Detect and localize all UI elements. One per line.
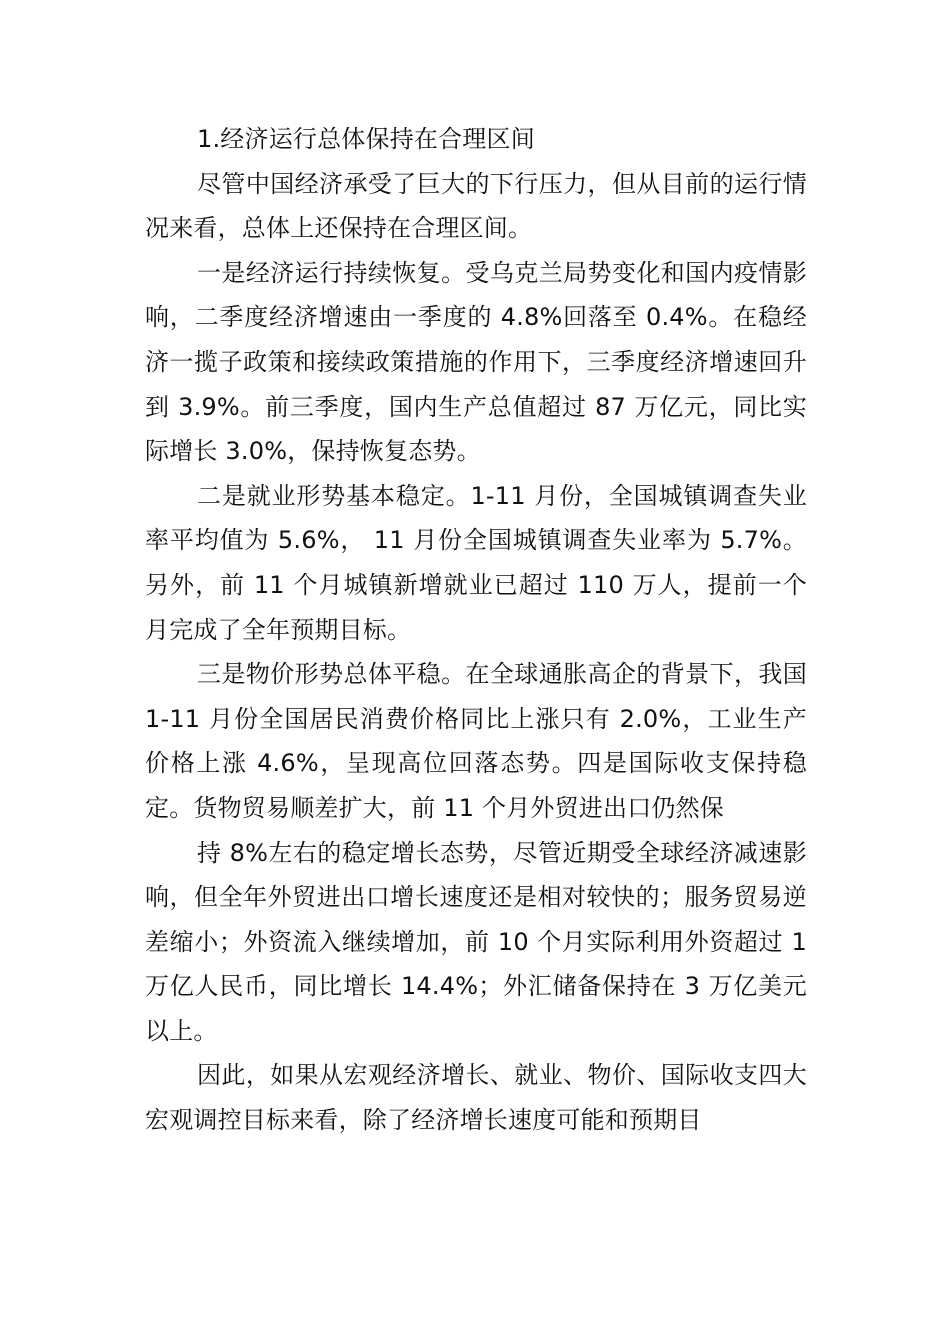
paragraph-overview: 尽管中国经济承受了巨大的下行压力，但从目前的运行情况来看，总体上还保持在合理区间。	[145, 169, 807, 243]
paragraph-trade: 持 8%左右的稳定增长态势，尽管近期受全球经济减速影响，但全年外贸进出口增长速度还是相对较快的；服务贸易逆差缩小；外资流入继续增加，前 10 个月实际利用外资超过 1 万亿人民币，同比增长 14.4%；外汇储备保持在 3 万亿美元以上。	[145, 838, 807, 1045]
paragraph-conclusion: 因此，如果从宏观经济增长、就业、物价、国际收支四大宏观调控目标来看，除了经济增长速度可能和预期目	[145, 1061, 807, 1135]
section-heading: 1.经济运行总体保持在合理区间	[197, 125, 535, 153]
paragraph-economic-recovery: 一是经济运行持续恢复。受乌克兰局势变化和国内疫情影响，二季度经济增速由一季度的 4.8%回落至 0.4%。在稳经济一揽子政策和接续政策措施的作用下，三季度经济增速回升到 3.9%。前三季度，国内生产总值超过 87 万亿元，同比实际增长 3.0%，保持恢复态势。	[145, 258, 807, 466]
paragraph-prices: 三是物价形势总体平稳。在全球通胀高企的背景下，我国 1-11 月份全国居民消费价格同比上涨只有 2.0%，工业生产价格上涨 4.6%，呈现高位回落态势。四是国际收支保持稳定。货物贸易顺差扩大，前 11 个月外贸进出口仍然保	[145, 660, 807, 822]
document-body	[145, 117, 807, 1143]
paragraph-employment: 二是就业形势基本稳定。1-11 月份，全国城镇调查失业率平均值为 5.6%， 11 月份全国城镇调查失业率为 5.7%。另外，前 11 个月城镇新增就业已超过 110 万人，提前一个月完成了全年预期目标。	[145, 481, 807, 644]
